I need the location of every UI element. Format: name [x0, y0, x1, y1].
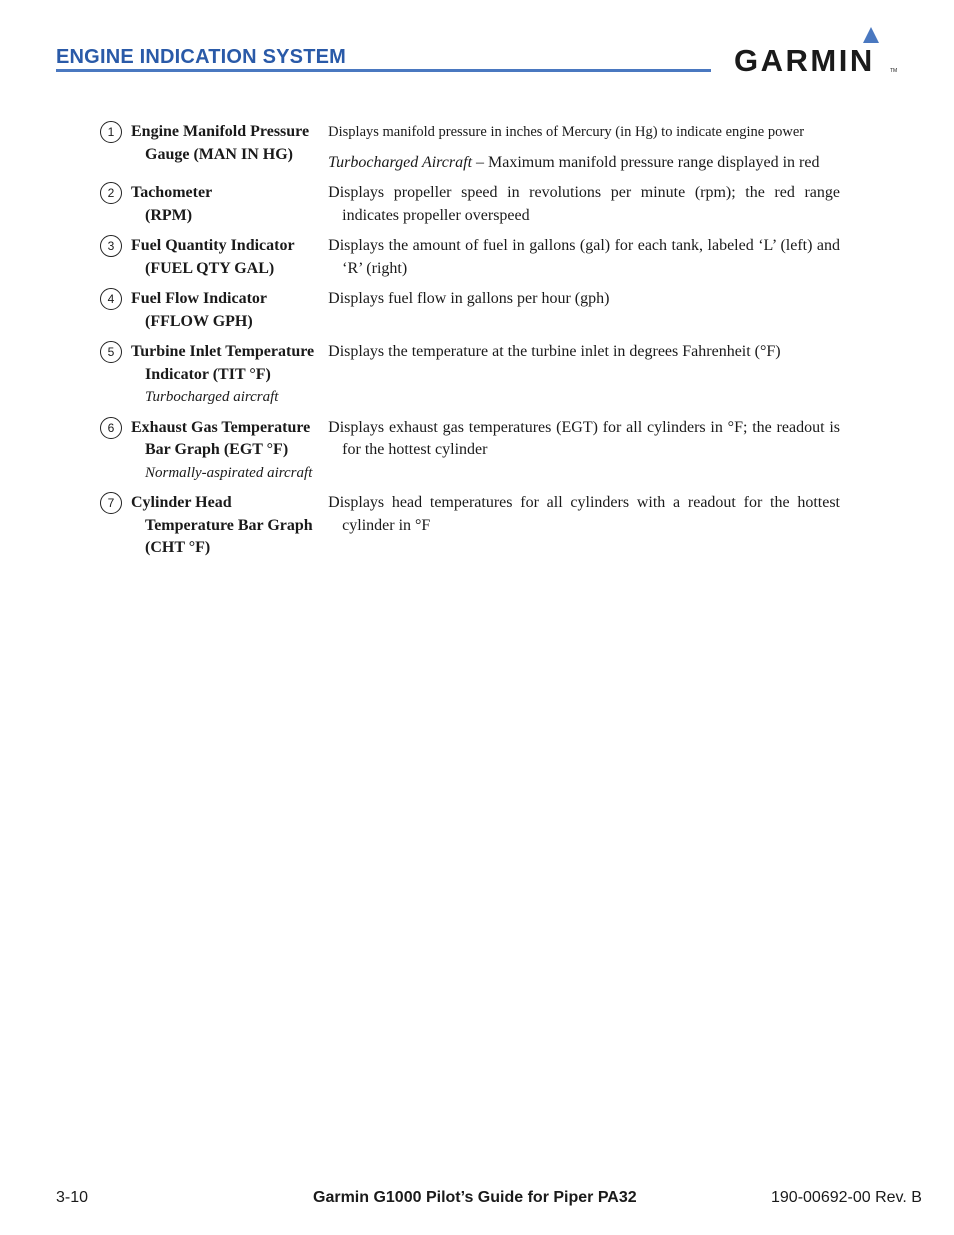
term-line: Temperature Bar Graph — [145, 516, 313, 534]
description-text: Displays propeller speed in revolutions per minute (rpm); the red range indicates propeller overspeed — [328, 184, 840, 224]
item-number-badge: 1 — [100, 121, 122, 143]
item-term — [131, 121, 328, 174]
term-line: Turbine Inlet Temperature — [131, 343, 315, 360]
list-item — [100, 235, 840, 280]
list-item — [100, 182, 840, 227]
term-line: Tachometer — [131, 184, 213, 201]
page-number: 3-10 — [56, 1189, 89, 1206]
item-description — [328, 235, 840, 280]
item-number-badge: 4 — [100, 288, 122, 310]
list-item — [100, 417, 840, 485]
item-number-badge: 3 — [100, 235, 122, 257]
item-number-badge: 6 — [100, 417, 122, 439]
description-note-label: Turbocharged Aircraft — [328, 153, 473, 171]
item-number-badge: 2 — [100, 182, 122, 204]
term-line: (RPM) — [145, 206, 193, 224]
term-line: Bar Graph (EGT °F) — [145, 441, 289, 458]
term-line: Exhaust Gas Temperature — [131, 418, 311, 436]
description-text: Displays exhaust gas temperatures (EGT) for all cylinders in °F; the readout is for the hottest cylinder — [328, 418, 840, 458]
item-term — [131, 492, 328, 560]
garmin-logo-text: GARMIN — [734, 43, 875, 78]
description-note — [328, 152, 840, 175]
section-title: ENGINE INDICATION SYSTEM — [56, 46, 347, 68]
term-line: Engine Manifold Pressure — [131, 123, 310, 140]
description-text: Displays fuel flow in gallons per hour (gph) — [328, 290, 610, 307]
header-rule — [56, 69, 711, 72]
item-number-badge: 7 — [100, 492, 122, 514]
description-text: Displays the amount of fuel in gallons (gal) for each tank, labeled ‘L’ (left) and ‘R’ (right) — [328, 237, 840, 277]
term-line: Fuel Quantity Indicator — [131, 237, 295, 254]
engine-indication-list — [100, 121, 840, 568]
garmin-logo-triangle-icon — [863, 27, 879, 43]
list-item — [100, 492, 840, 560]
term-note: Normally-aspirated aircraft — [145, 464, 313, 481]
list-item — [100, 341, 840, 409]
item-description — [328, 341, 840, 409]
item-description — [328, 492, 840, 560]
description-note-text: – Maximum manifold pressure range displayed in red — [472, 153, 820, 171]
document-number: 190-00692-00 Rev. B — [771, 1189, 922, 1206]
description-text: Displays the temperature at the turbine inlet in degrees Fahrenheit (°F) — [328, 343, 781, 360]
list-item — [100, 121, 840, 174]
list-item — [100, 288, 840, 333]
item-description — [328, 121, 840, 174]
footer-title: Garmin G1000 Pilot’s Guide for Piper PA32 — [313, 1189, 637, 1206]
item-term — [131, 288, 328, 333]
term-line: (CHT °F) — [145, 539, 211, 556]
item-term — [131, 182, 328, 227]
term-line: (FFLOW GPH) — [145, 312, 253, 330]
item-term — [131, 417, 328, 485]
item-term — [131, 341, 328, 409]
term-line: Fuel Flow Indicator — [131, 290, 267, 307]
description-text: Displays manifold pressure in inches of Mercury (in Hg) to indicate engine power — [328, 124, 805, 140]
item-description — [328, 417, 840, 485]
description-text: Displays head temperatures for all cylinders with a readout for the hottest cylinder in °F — [328, 494, 840, 534]
garmin-logo-tm: TM — [890, 68, 898, 74]
item-description — [328, 182, 840, 227]
term-line: Cylinder Head — [131, 494, 232, 511]
term-line: (FUEL QTY GAL) — [145, 259, 275, 277]
item-term — [131, 235, 328, 280]
garmin-logo — [732, 26, 902, 78]
item-description — [328, 288, 840, 333]
item-number-badge: 5 — [100, 341, 122, 363]
term-note: Turbocharged aircraft — [145, 389, 279, 405]
term-line: Indicator (TIT °F) — [145, 365, 271, 383]
term-line: Gauge (MAN IN HG) — [145, 145, 293, 163]
